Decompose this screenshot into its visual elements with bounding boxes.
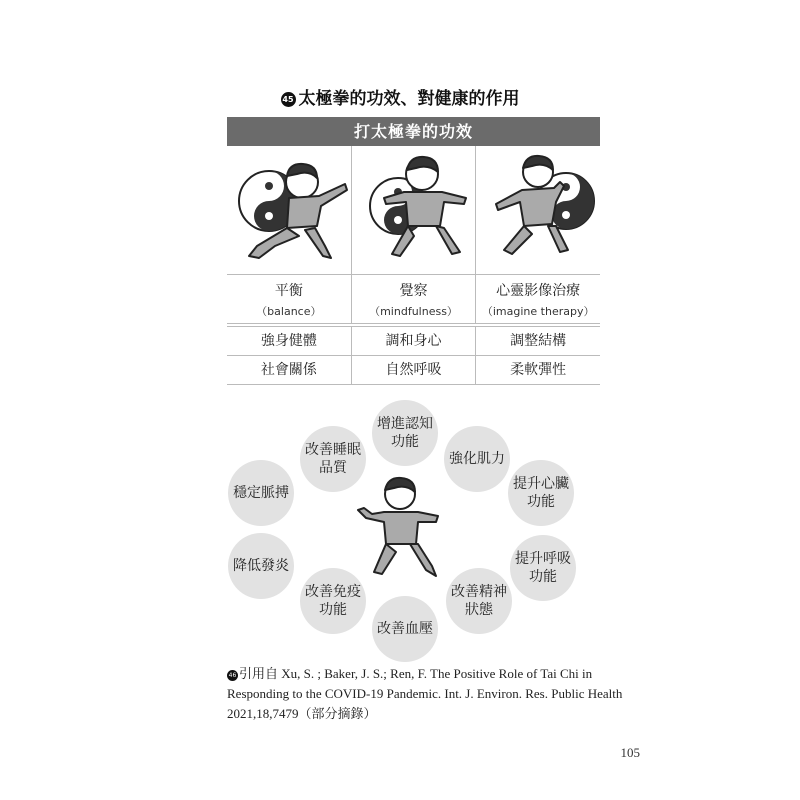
benefit-subtitle: （imagine therapy）: [481, 304, 595, 318]
effect-bubble: [228, 533, 294, 599]
effect-line-2: 功能: [391, 434, 419, 450]
effect-bubble: [510, 535, 576, 601]
table-row: [227, 326, 600, 356]
figure-title-text: 太極拳的功效、對健康的作用: [298, 89, 520, 109]
table-cell: 強身健體: [227, 327, 352, 355]
effect-line-1: 改善免疫: [305, 584, 361, 600]
benefit-title: 心靈影像治療: [496, 282, 581, 299]
effect-line-2: 功能: [527, 494, 555, 510]
effect-bubble: [446, 568, 512, 634]
effect-bubble: [372, 596, 438, 662]
balance-illustration: [227, 146, 352, 274]
effect-line-1: 改善睡眠: [305, 442, 361, 458]
benefit-row: [227, 275, 600, 324]
table-row: [227, 356, 600, 385]
effect-line-2: 功能: [319, 602, 347, 618]
footnote-number-badge: 46: [228, 672, 237, 679]
benefit-subtitle: （mindfulness）: [369, 304, 458, 318]
benefit-cell: [227, 275, 352, 323]
effect-line-1: 降低發炎: [233, 558, 289, 574]
effect-line-1: 改善血壓: [377, 621, 433, 637]
effect-bubble: [508, 460, 574, 526]
benefit-cell: [476, 275, 600, 323]
effect-line-1: 提升心臟: [513, 476, 569, 492]
table-header: 打太極拳的功效: [227, 117, 600, 146]
mindfulness-illustration: [352, 146, 477, 274]
figure-number-badge: 45: [281, 92, 296, 107]
effect-bubble: [372, 400, 438, 466]
effect-bubble: [228, 460, 294, 526]
effect-line-1: 改善精神: [451, 584, 507, 600]
table-cell: 柔軟彈性: [510, 362, 567, 378]
effect-line-2: 功能: [529, 569, 557, 585]
effect-line-2: 狀態: [465, 602, 493, 618]
page-number: 105: [620, 745, 640, 760]
table-cell: 調整結構: [510, 333, 567, 349]
footnote-citation: Xu, S. ; Baker, J. S.; Ren, F. The Positive Role of Tai Chi in Responding to the COVID-19 Pandemic. Int. J. Environ. Res. Public Health 2021,18,7479（部分摘錄）: [227, 666, 623, 721]
footnote-prefix: 引用自: [239, 666, 279, 681]
tai-chi-person-icon: [352, 472, 448, 586]
imagine-therapy-illustration: [476, 146, 600, 274]
figure-title: [0, 84, 800, 109]
table-cell: 自然呼吸: [352, 356, 477, 384]
table-cell: 調和身心: [352, 327, 477, 355]
illustration-row: [227, 146, 600, 275]
effect-line-1: 增進認知: [377, 416, 433, 432]
benefits-table: [227, 117, 600, 385]
benefit-title: 平衡: [274, 282, 303, 299]
footnote: [227, 664, 637, 724]
effect-line-1: 穩定脈搏: [233, 485, 289, 501]
effect-bubble: [444, 426, 510, 492]
benefit-title: 覺察: [399, 282, 428, 299]
table-cell: 社會關係: [227, 356, 352, 384]
effect-line-1: 強化肌力: [449, 451, 505, 467]
effect-line-1: 提升呼吸: [515, 551, 571, 567]
benefit-cell: [352, 275, 477, 323]
effect-line-2: 品質: [319, 460, 347, 476]
benefit-subtitle: （balance）: [256, 304, 322, 318]
